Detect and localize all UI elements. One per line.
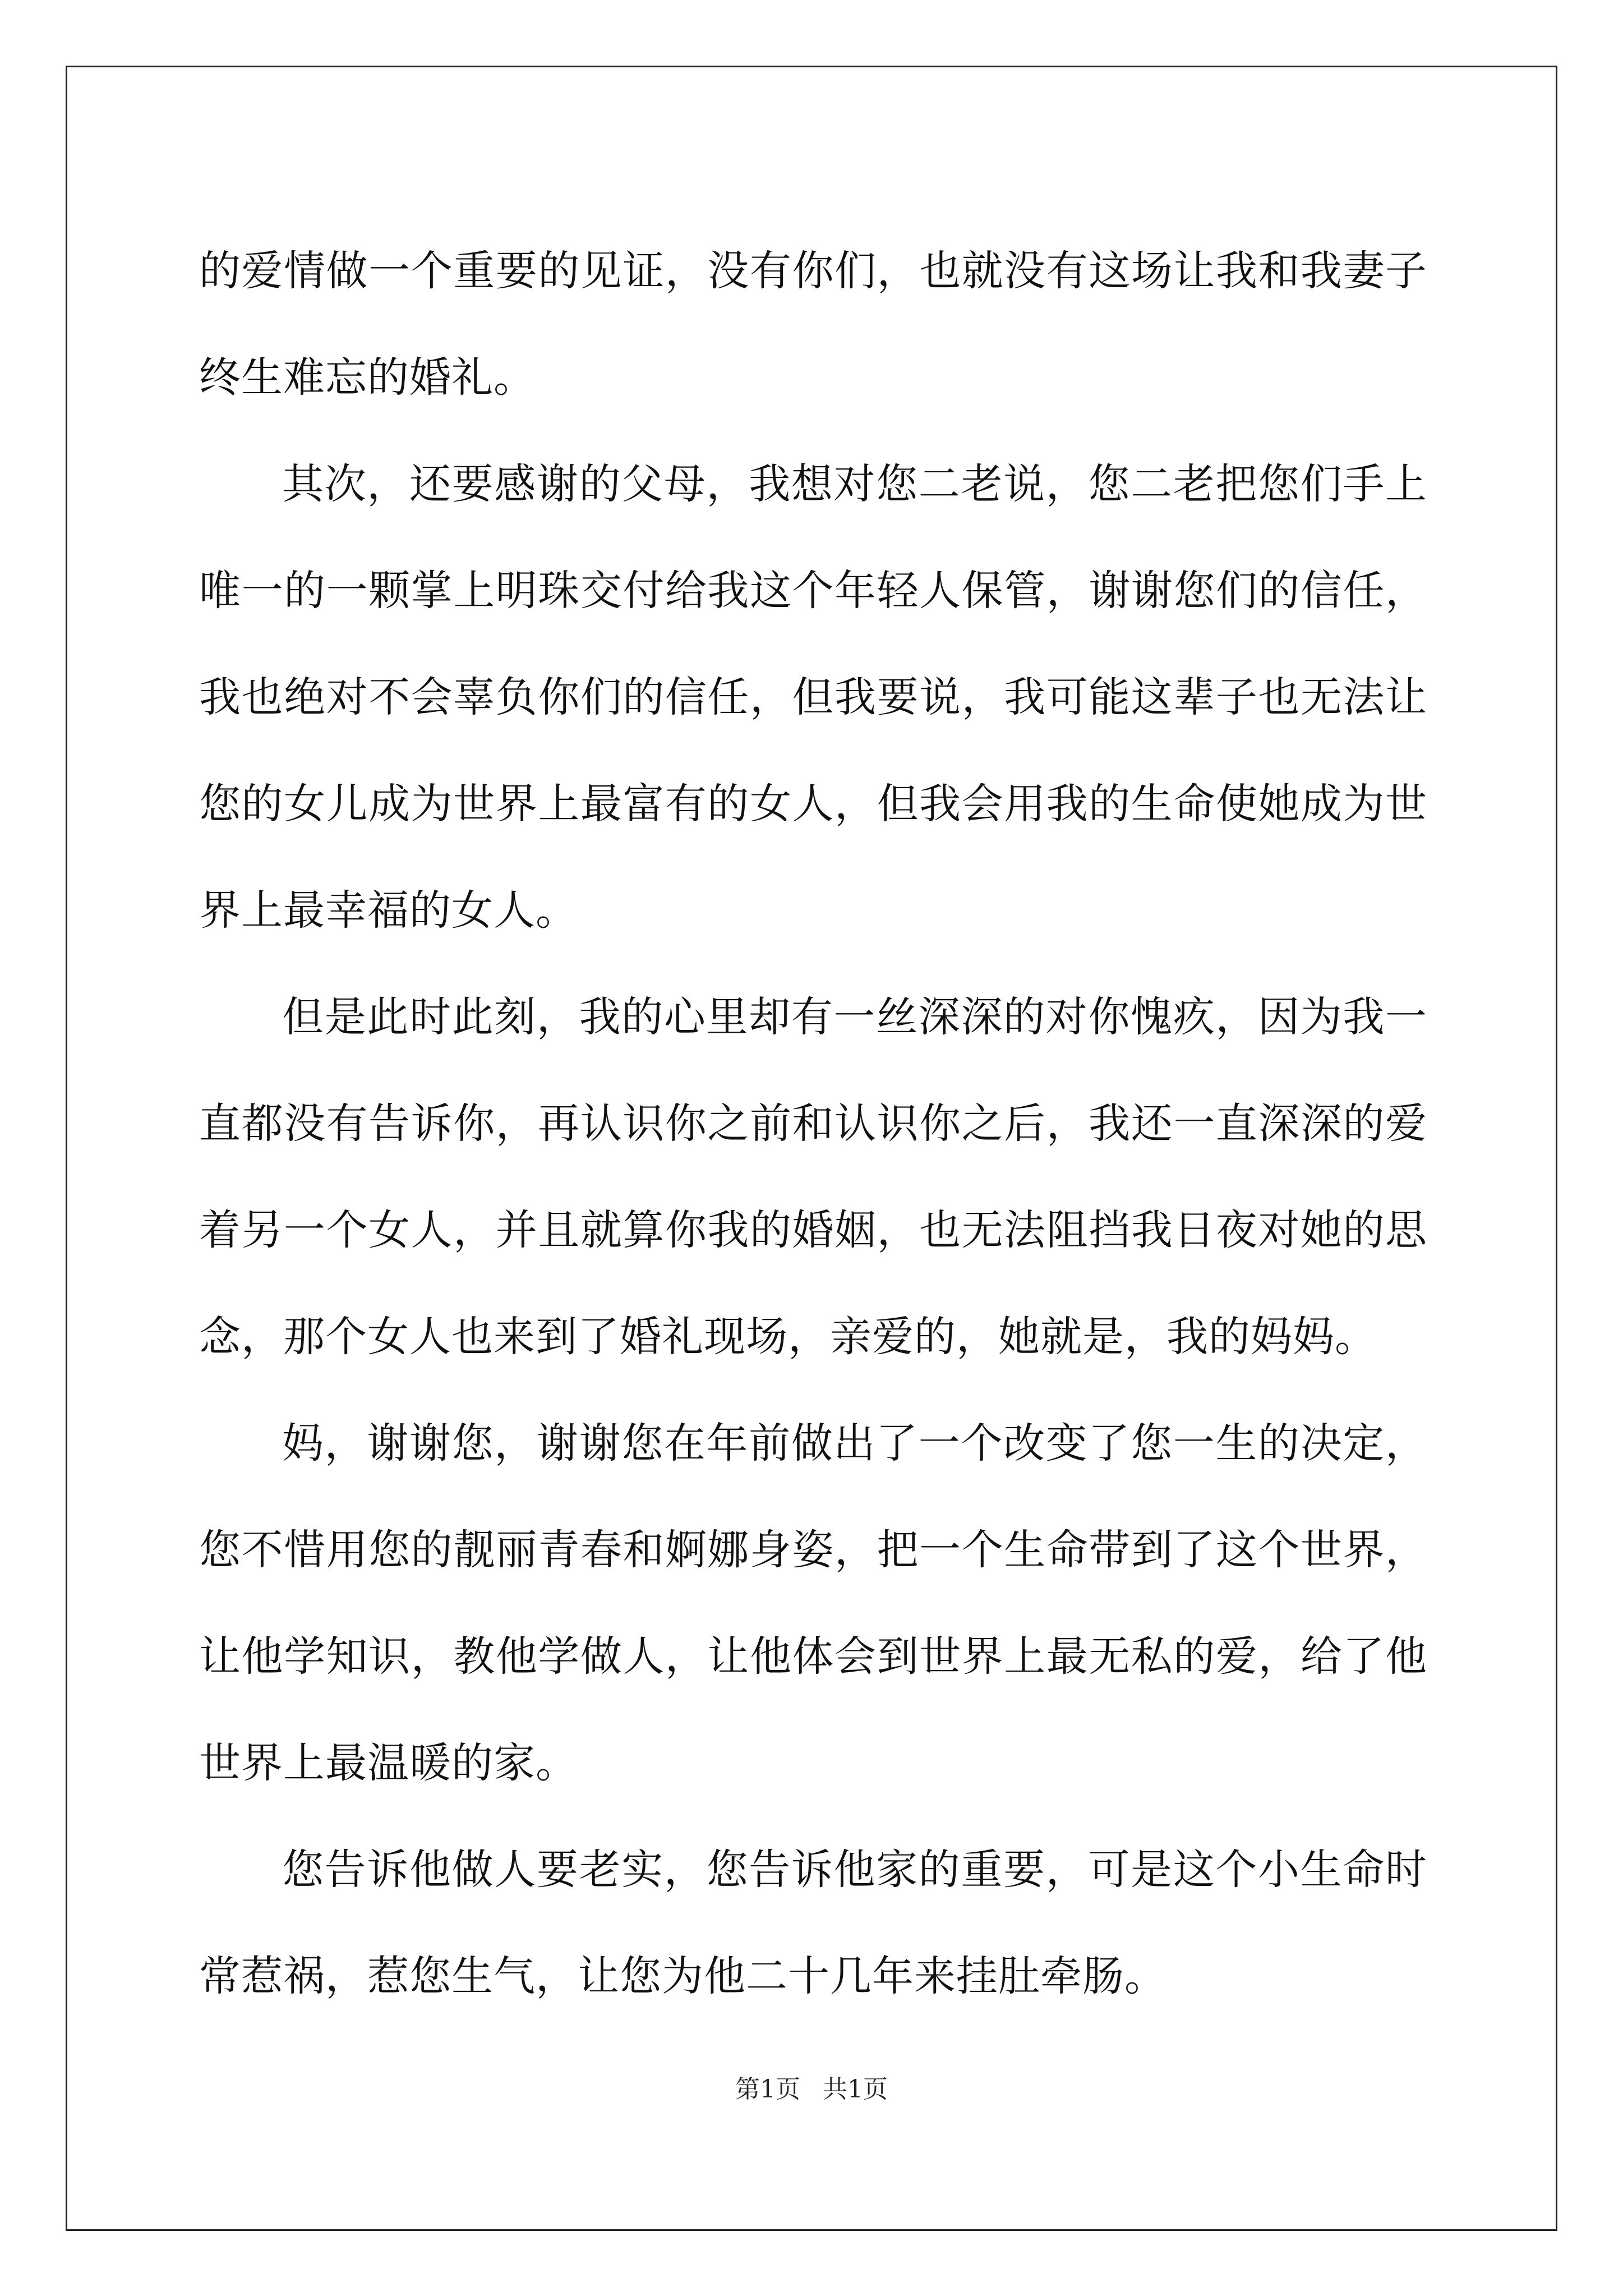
- document-body: [199, 218, 1427, 2030]
- paragraph-3: 但是此时此刻，我的心里却有一丝深深的对你愧疚，因为我一直都没有告诉你，再认识你之前和认识你之后，我还一直深深的爱着另一个女人，并且就算你我的婚姻，也无法阻挡我日夜对她的思念，那个女人也来到了婚礼现场，亲爱的，她就是，我的妈妈。: [199, 993, 1427, 1361]
- page-number: 第1页: [735, 2075, 800, 2104]
- page-footer: [0, 2073, 1623, 2106]
- paragraph-2: 其次，还要感谢的父母，我想对您二老说，您二老把您们手上唯一的一颗掌上明珠交付给我这个年轻人保管，谢谢您们的信任，我也绝对不会辜负你们的信任，但我要说，我可能这辈子也无法让您的女儿成为世界上最富有的女人，但我会用我的生命使她成为世界上最幸福的女人。: [199, 460, 1427, 935]
- paragraph-1: 的爱情做一个重要的见证，没有你们，也就没有这场让我和我妻子终生难忘的婚礼。: [199, 247, 1427, 402]
- page-total: 共1页: [823, 2075, 888, 2104]
- paragraph-4: 妈，谢谢您，谢谢您在年前做出了一个改变了您一生的决定，您不惜用您的靓丽青春和婀娜身姿，把一个生命带到了这个世界，让他学知识，教他学做人，让他体会到世界上最无私的爱，给了他世界上最温暖的家。: [199, 1419, 1427, 1787]
- paragraph-5: 您告诉他做人要老实，您告诉他家的重要，可是这个小生命时常惹祸，惹您生气，让您为他二十几年来挂肚牵肠。: [199, 1846, 1427, 2000]
